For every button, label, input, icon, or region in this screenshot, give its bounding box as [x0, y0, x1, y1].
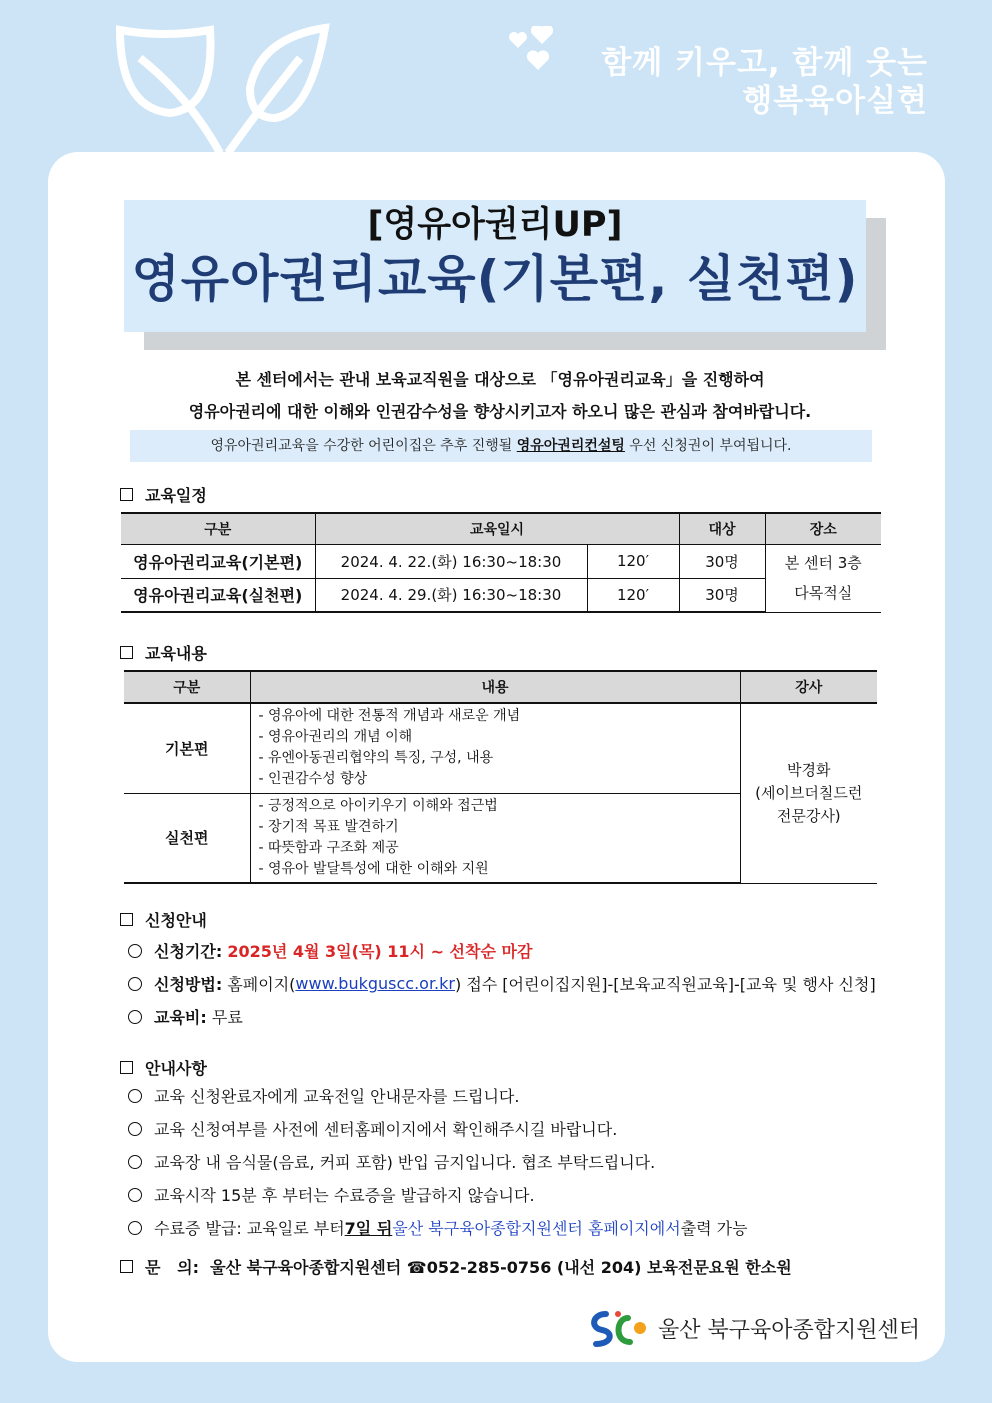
- circle-bullet-icon: [128, 977, 142, 991]
- hearts-icon: [508, 26, 568, 76]
- circle-bullet-icon: [128, 1089, 142, 1103]
- schedule-table: [121, 512, 881, 613]
- notes-list: [128, 1079, 748, 1244]
- inquiry-line: 문 의: 울산 북구육아종합지원센터 ☎052-285-0756 (내선 204) 보육전문요원 한소원: [120, 1255, 792, 1278]
- square-bullet-icon: [120, 646, 133, 659]
- apply-list: [128, 934, 876, 1033]
- title-box: [124, 200, 866, 332]
- table-row: 영유아권리교육(기본편) 2024. 4. 22.(화) 16:30~18:30 120′ 30명 본 센터 3층 다목적실: [121, 544, 881, 578]
- title-sub: [영유아권리UP]: [367, 205, 623, 245]
- practice-items: - 긍정적으로 아이키우기 이해와 접근법 - 장기적 목표 발견하기 - 따뜻함과 구조화 제공 - 영유아 발달특성에 대한 이해와 지원: [250, 793, 740, 883]
- square-bullet-icon: [120, 488, 133, 501]
- table-row: 기본편 - 영유아에 대한 전통적 개념과 새로운 개념 - 영유아권리의 개념 이해 - 유엔아동권리협약의 특징, 구성, 내용 - 인권감수성 향상 박경화 (세이브더칠드런 전문강사): [124, 703, 877, 793]
- table-header-row: 구분 교육일시 대상 장소: [121, 513, 881, 544]
- square-bullet-icon: [120, 1061, 133, 1074]
- square-bullet-icon: [120, 1260, 133, 1273]
- org-logo-icon: [588, 1308, 650, 1348]
- slogan: 함께 키우고, 함께 웃는 행복육아실현: [601, 45, 928, 119]
- intro-line-2: 영유아권리에 대한 이해와 인권감수성을 향상시키고자 하오니 많은 관심과 참여바랍니다.: [188, 402, 812, 421]
- notice-bar: 영유아권리교육을 수강한 어린이집은 추후 진행될 영유아권리컨설팅 우선 신청권이 부여됩니다.: [130, 430, 872, 462]
- leaves-illustration: [110, 18, 330, 158]
- circle-bullet-icon: [128, 1188, 142, 1202]
- schedule-heading: 교육일정: [120, 483, 207, 506]
- list-item: 교육 신청여부를 사전에 센터홈페이지에서 확인해주시길 바랍니다.: [128, 1112, 748, 1145]
- list-item: 신청방법: 홈페이지( www.bukguscc.or.kr ) 접수 [어린이집지원]-[보육교직원교육]-[교육 및 행사 신청]: [128, 967, 876, 1000]
- circle-bullet-icon: [128, 1010, 142, 1024]
- circle-bullet-icon: [128, 1155, 142, 1169]
- square-bullet-icon: [120, 913, 133, 926]
- intro-line-1: 본 센터에서는 관내 보육교직원을 대상으로 「영유아권리교육」을 진행하여: [235, 370, 765, 389]
- list-item: 교육비: 무료: [128, 1000, 876, 1033]
- circle-bullet-icon: [128, 1122, 142, 1136]
- basic-items: - 영유아에 대한 전통적 개념과 새로운 개념 - 영유아권리의 개념 이해 - 유엔아동권리협약의 특징, 구성, 내용 - 인권감수성 향상: [250, 703, 740, 793]
- list-item: 수료증 발급: 교육일로 부터 7일 뒤 울산 북구육아종합지원센터 홈페이지에서 출력 가능: [128, 1211, 748, 1244]
- circle-bullet-icon: [128, 1221, 142, 1235]
- homepage-link[interactable]: www.bukguscc.or.kr: [295, 974, 455, 993]
- lecturer-cell: 박경화 (세이브더칠드런 전문강사): [740, 703, 877, 883]
- org-logo: 울산 북구육아종합지원센터: [588, 1308, 920, 1348]
- table-row: 영유아권리교육(실천편) 2024. 4. 29.(화) 16:30~18:30 120′ 30명: [121, 578, 881, 612]
- list-item: 교육 신청완료자에게 교육전일 안내문자를 드립니다.: [128, 1079, 748, 1112]
- list-item: 교육시작 15분 후 부터는 수료증을 발급하지 않습니다.: [128, 1178, 748, 1211]
- list-item: 교육장 내 음식물(음료, 커피 포함) 반입 금지입니다. 협조 부탁드립니다.: [128, 1145, 748, 1178]
- circle-bullet-icon: [128, 944, 142, 958]
- list-item: 신청기간: 2025년 4월 3일(목) 11시 ~ 선착순 마감: [128, 934, 876, 967]
- page-title: 영유아권리교육(기본편, 실천편): [131, 250, 859, 308]
- table-header-row: 구분 내용 강사: [124, 671, 877, 703]
- content-table: [124, 670, 877, 884]
- notes-heading: 안내사항: [120, 1056, 207, 1079]
- apply-heading: 신청안내: [120, 908, 207, 931]
- content-heading: 교육내용: [120, 641, 207, 664]
- place-cell: 본 센터 3층 다목적실: [765, 544, 881, 612]
- table-row: 실천편 - 긍정적으로 아이키우기 이해와 접근법 - 장기적 목표 발견하기 - 따뜻함과 구조화 제공 - 영유아 발달특성에 대한 이해와 지원: [124, 793, 877, 883]
